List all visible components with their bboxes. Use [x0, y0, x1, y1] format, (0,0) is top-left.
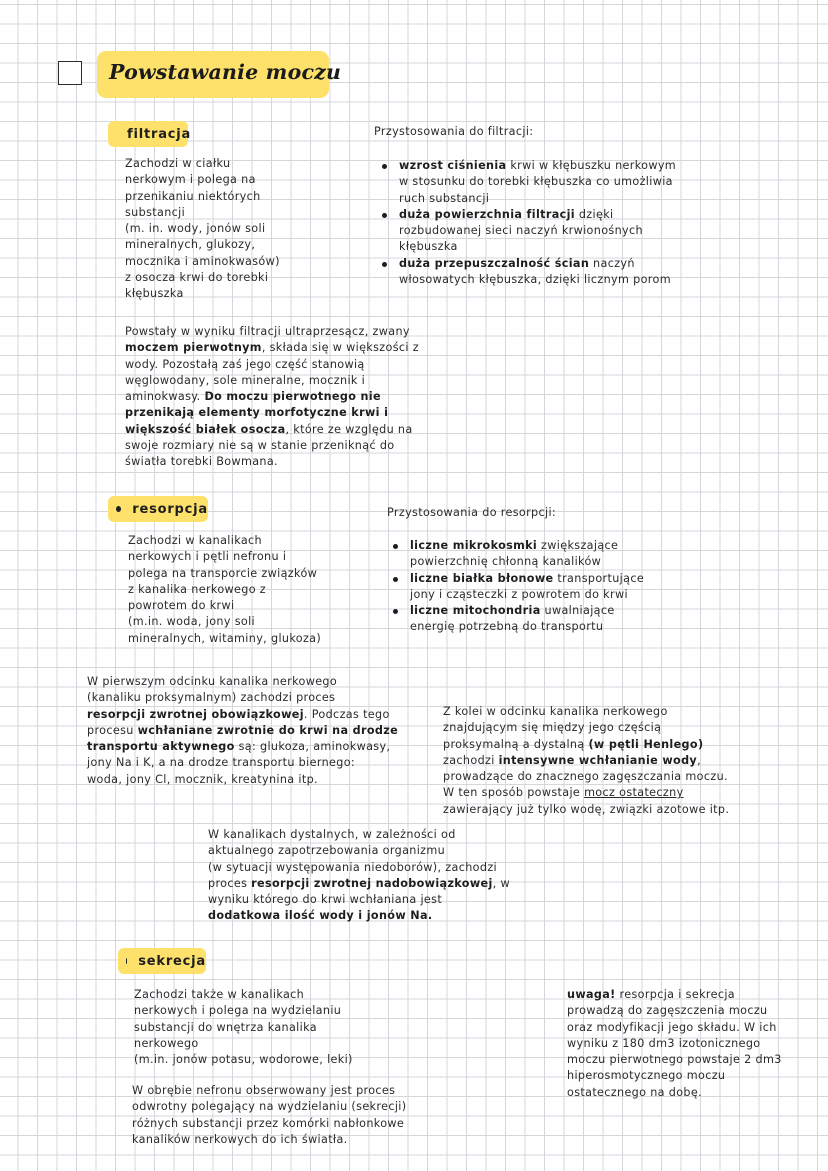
list-item: [377, 207, 707, 256]
adapt-text: uwalniające energię potrzebną do transportu: [410, 604, 615, 634]
adapt-bold: liczne mitochondria: [410, 604, 541, 618]
section-label: sekrecja: [138, 953, 206, 969]
text-run: Powstały w wyniku filtracji ultraprzesącz, zwany: [125, 325, 410, 338]
filtracja-adapt-list: [377, 158, 707, 288]
title-highlight: [97, 51, 342, 98]
filtracja-description: Zachodzi w ciałku nerkowym i polega na przenikaniu niektórych substancji (m. in. wody, jonów soli mineralnych, glukozy, mocznika i aminokwasów) z osocza krwi do torebki kłębuszka: [125, 157, 280, 301]
adapt-bold: liczne białka błonowe: [410, 571, 554, 585]
distal-paragraph: [208, 827, 510, 925]
list-item: [377, 256, 707, 289]
proximal-paragraph: [87, 674, 398, 788]
section-tag-sekrecja: [118, 948, 206, 974]
bold-run: Do moczu pierwotnego nie przenikają elementy morfotyczne krwi i większość białek osocza: [125, 390, 389, 436]
text-run: . Podczas tego procesu: [87, 707, 390, 737]
list-item: [388, 571, 678, 604]
section-label: filtracja: [127, 126, 192, 142]
adapt-bold: duża powierzchnia filtracji: [399, 207, 575, 221]
henle-paragraph: [443, 704, 729, 818]
text-run: resorpcja i sekrecja prowadzą do zagęszczenia moczu oraz modyfikacji jego składu. W ich wyniku z 180 dm3 izotonicznego moczu pierwotnego powstaje 2 dm3 hiperosmotycznego moczu ostatecznego na dobę.: [567, 988, 782, 1099]
filtracja-adapt-header: Przystosowania do filtracji:: [374, 125, 534, 138]
adapt-bold: liczne mikrokosmki: [410, 539, 538, 552]
section-label: resorpcja: [132, 501, 208, 517]
bullet-dot: [116, 506, 121, 512]
text-run: zachodzi: [443, 753, 495, 767]
resorpcja-adapt-header: Przystosowania do resorpcji:: [387, 506, 557, 519]
bold-run: uwaga!: [567, 988, 616, 1001]
resorpcja-adapt-list: [388, 538, 678, 636]
text-run: są: glukoza, aminokwasy, jony Na i K, a na drodze transportu biernego: woda, jony Cl, mocznik, kreatynina itp.: [87, 740, 391, 786]
primary-urine-paragraph: [125, 324, 419, 471]
section-tag-filtracja: [108, 121, 192, 147]
bold-run: moczem pierwotnym: [125, 341, 262, 355]
adapt-text: naczyń włosowatych kłębuszka, dzięki licznym porom: [399, 256, 671, 287]
text-run: , składa się w większości z wody. Pozostałą zaś jego część stanowią węglowodany, sole mineralne, mocznik i aminokwasy.: [125, 341, 419, 404]
bold-run: intensywne wchłanianie wody: [498, 753, 698, 767]
sekrecja-description-2: W obrębie nefronu obserwowany jest proces odwrotny polegający na wydzielaniu (sekrecji) różnych substancji przez komórki nabłonkowe kanalików nerkowych do ich światła.: [132, 1084, 407, 1146]
section-tag-resorpcja: [108, 496, 208, 522]
adapt-bold: duża przepuszczalność ścian: [399, 256, 590, 270]
adapt-bold: wzrost ciśnienia: [399, 159, 507, 172]
text-run: , które ze względu na swoje rozmiary nie są w stanie przeniknąć do światła torebki Bowmana.: [125, 422, 413, 469]
adapt-text: krwi w kłębuszku nerkowym w stosunku do torebki kłębuszka co umożliwia ruch substancji: [399, 159, 677, 205]
list-item: [388, 603, 678, 636]
page-title: Powstawanie moczu: [109, 60, 342, 84]
text-run: , w wyniku którego do krwi wchłaniana jest: [208, 876, 510, 907]
bullet-dot: [126, 958, 127, 964]
adapt-text: dzięki rozbudowanej sieci naczyń krwionośnych kłębuszka: [399, 207, 643, 254]
resorpcja-description: Zachodzi w kanalikach nerkowych i pętli nefronu i polega na transporcie związków z kanalika nerkowego z powrotem do krwi (m.in. woda, jony soli mineralnych, witaminy, glukoza): [128, 534, 322, 645]
checkbox[interactable]: [58, 61, 82, 85]
text-run: W kanalikach dystalnych, w zależności od aktualnego zapotrzebowania organizmu (w sytuacji występowania niedoborów), zachodzi proces: [208, 828, 498, 890]
list-item: [388, 538, 678, 571]
adapt-text: zwiększające powierzchnię chłonną kanalików: [410, 539, 619, 569]
sekrecja-description: Zachodzi także w kanalikach nerkowych i polega na wydzielaniu substancji do wnętrza kanalika nerkowego (m.in. jonów potasu, wodorowe, leki): [134, 988, 353, 1067]
text-run: Z kolei w odcinku kanalika nerkowego znajdującym się między jego częścią proksymalną a dystalną: [443, 705, 668, 751]
bold-run: resorpcji zwrotnej nadobowiązkowej: [251, 876, 493, 890]
note-paragraph: [567, 987, 782, 1101]
bold-run: dodatkowa ilość wody i jonów Na.: [208, 909, 433, 923]
underlined-run: mocz ostateczny: [584, 786, 684, 800]
text-run: , prowadzące do znacznego zagęszczania moczu. W ten sposób powstaje: [443, 753, 728, 800]
bold-run: (w pętli Henlego): [588, 737, 704, 751]
adapt-text: transportujące jony i cząsteczki z powrotem do krwi: [410, 571, 645, 601]
text-run: zawierający już tylko wodę, związki azotowe itp.: [443, 802, 730, 816]
text-run: W pierwszym odcinku kanalika nerkowego (kanaliku proksymalnym) zachodzi proces: [87, 675, 338, 705]
list-item: [377, 158, 707, 207]
bold-run: wchłaniane zwrotnie do krwi na drodze transportu aktywnego: [87, 723, 399, 754]
bold-run: resorpcji zwrotnej obowiązkowej: [87, 707, 304, 721]
